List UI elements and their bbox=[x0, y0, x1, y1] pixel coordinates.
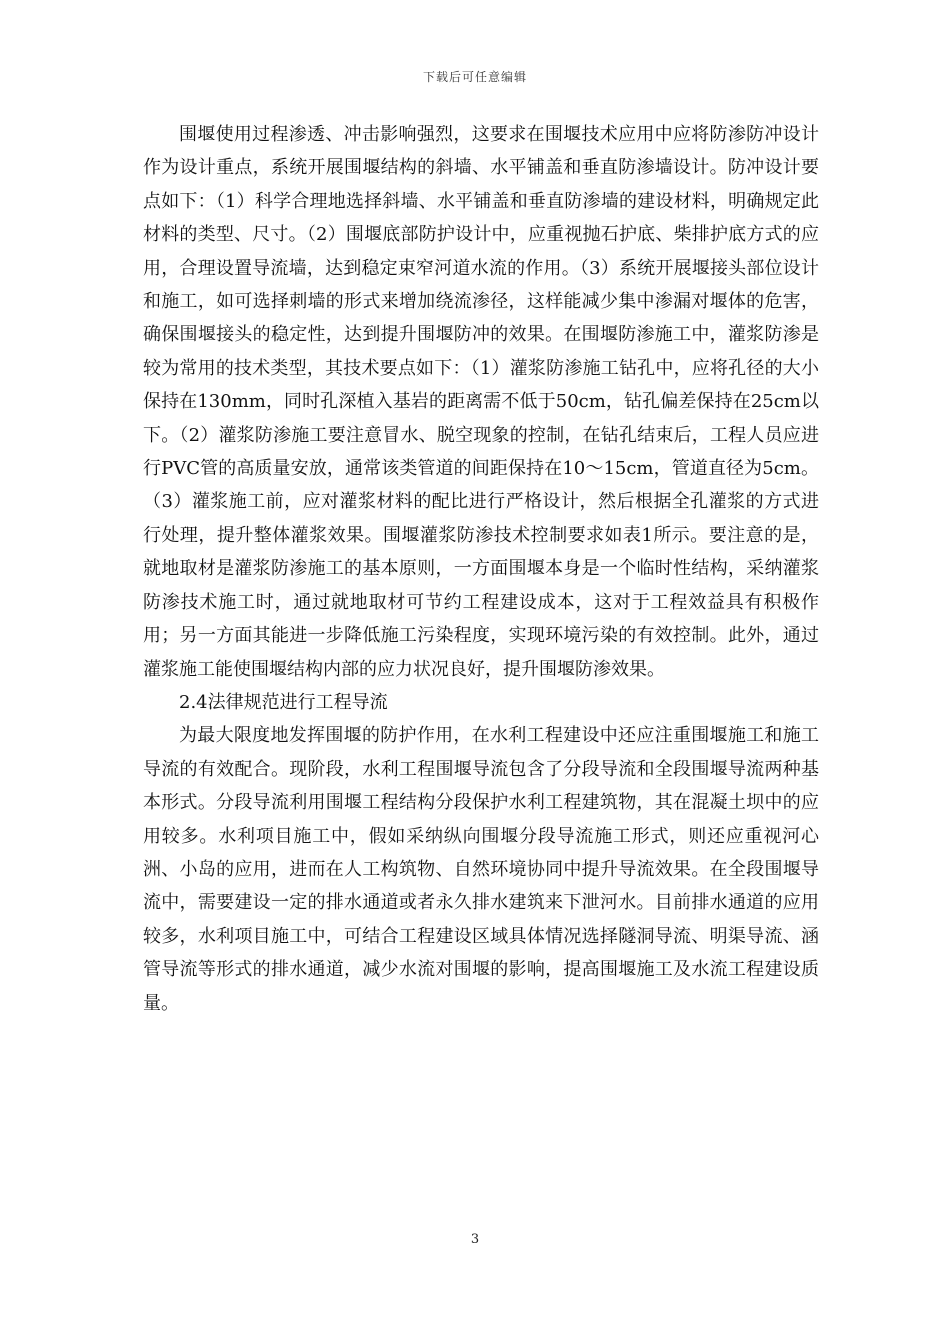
section-heading: 2.4法律规范进行工程导流 bbox=[179, 691, 388, 713]
paragraph-anti-seepage: 围堰使用过程渗透、冲击影响强烈，这要求在围堰技术应用中应将防渗防冲设计作为设计重点，系统开展围堰结构的斜墙、水平铺盖和垂直防渗墙设计。防冲设计要点如下：（1）科学合理地选择斜墙、水平铺盖和垂直防渗墙的建设材料，明确规定此材料的类型、尺寸。（2）围堰底部防护设计中，应重视抛石护底、柴排护底方式的应用，合理设置导流墙，达到稳定束窄河道水流的作用。（3）系统开展堰接头部位设计和施工，如可选择刺墙的形式来增加绕流渗径，这样能减少集中渗漏对堰体的危害，确保围堰接头的稳定性，达到提升围堰防冲的效果。在围堰防渗施工中，灌浆防渗是较为常用的技术类型，其技术要点如下：（1）灌浆防渗施工钻孔中，应将孔径的大小保持在130mm，同时孔深植入基岩的距离需不低于50cm，钻孔偏差保持在25cm以下。（2）灌浆防渗施工要注意冒水、脱空现象的控制，在钻孔结束后，工程人员应进行PVC管的高质量安放，通常该类管道的间距保持在10～15cm，管道直径为5cm。（3）灌浆施工前，应对灌浆材料的配比进行严格设计，然后根据全孔灌浆的方式进行处理，提升整体灌浆效果。围堰灌浆防渗技术控制要求如表1所示。要注意的是，就地取材是灌浆防渗施工的基本原则，一方面围堰本身是一个临时性结构，采纳灌浆防渗技术施工时，通过就地取材可节约工程建设成本，这对于工程效益具有积极作用；另一方面其能进一步降低施工污染程度，实现环境污染的有效控制。此外，通过灌浆施工能使围堰结构内部的应力状况良好，提升围堰防渗效果。 bbox=[143, 124, 819, 680]
paragraph-diversion: 为最大限度地发挥围堰的防护作用，在水利工程建设中还应注重围堰施工和施工导流的有效配合。现阶段，水利工程围堰导流包含了分段导流和全段围堰导流两种基本形式。分段导流利用围堰工程结构分段保护水利工程建筑物，其在混凝土坝中的应用较多。水利项目施工中，假如采纳纵向围堰分段导流施工形式，则还应重视河心洲、小岛的应用，进而在人工构筑物、自然环境协同中提升导流效果。在全段围堰导流中，需要建设一定的排水通道或者永久排水建筑来下泄河水。目前排水通道的应用较多，水利项目施工中，可结合工程建设区域具体情况选择隧洞导流、明渠导流、涵管导流等形式的排水通道，减少水流对围堰的影响，提高围堰施工及水流工程建设质量。 bbox=[143, 725, 819, 1014]
page-header: 下载后可任意编辑 bbox=[422, 70, 527, 84]
page-number: 3 bbox=[470, 1232, 480, 1247]
document-body bbox=[143, 118, 819, 1020]
